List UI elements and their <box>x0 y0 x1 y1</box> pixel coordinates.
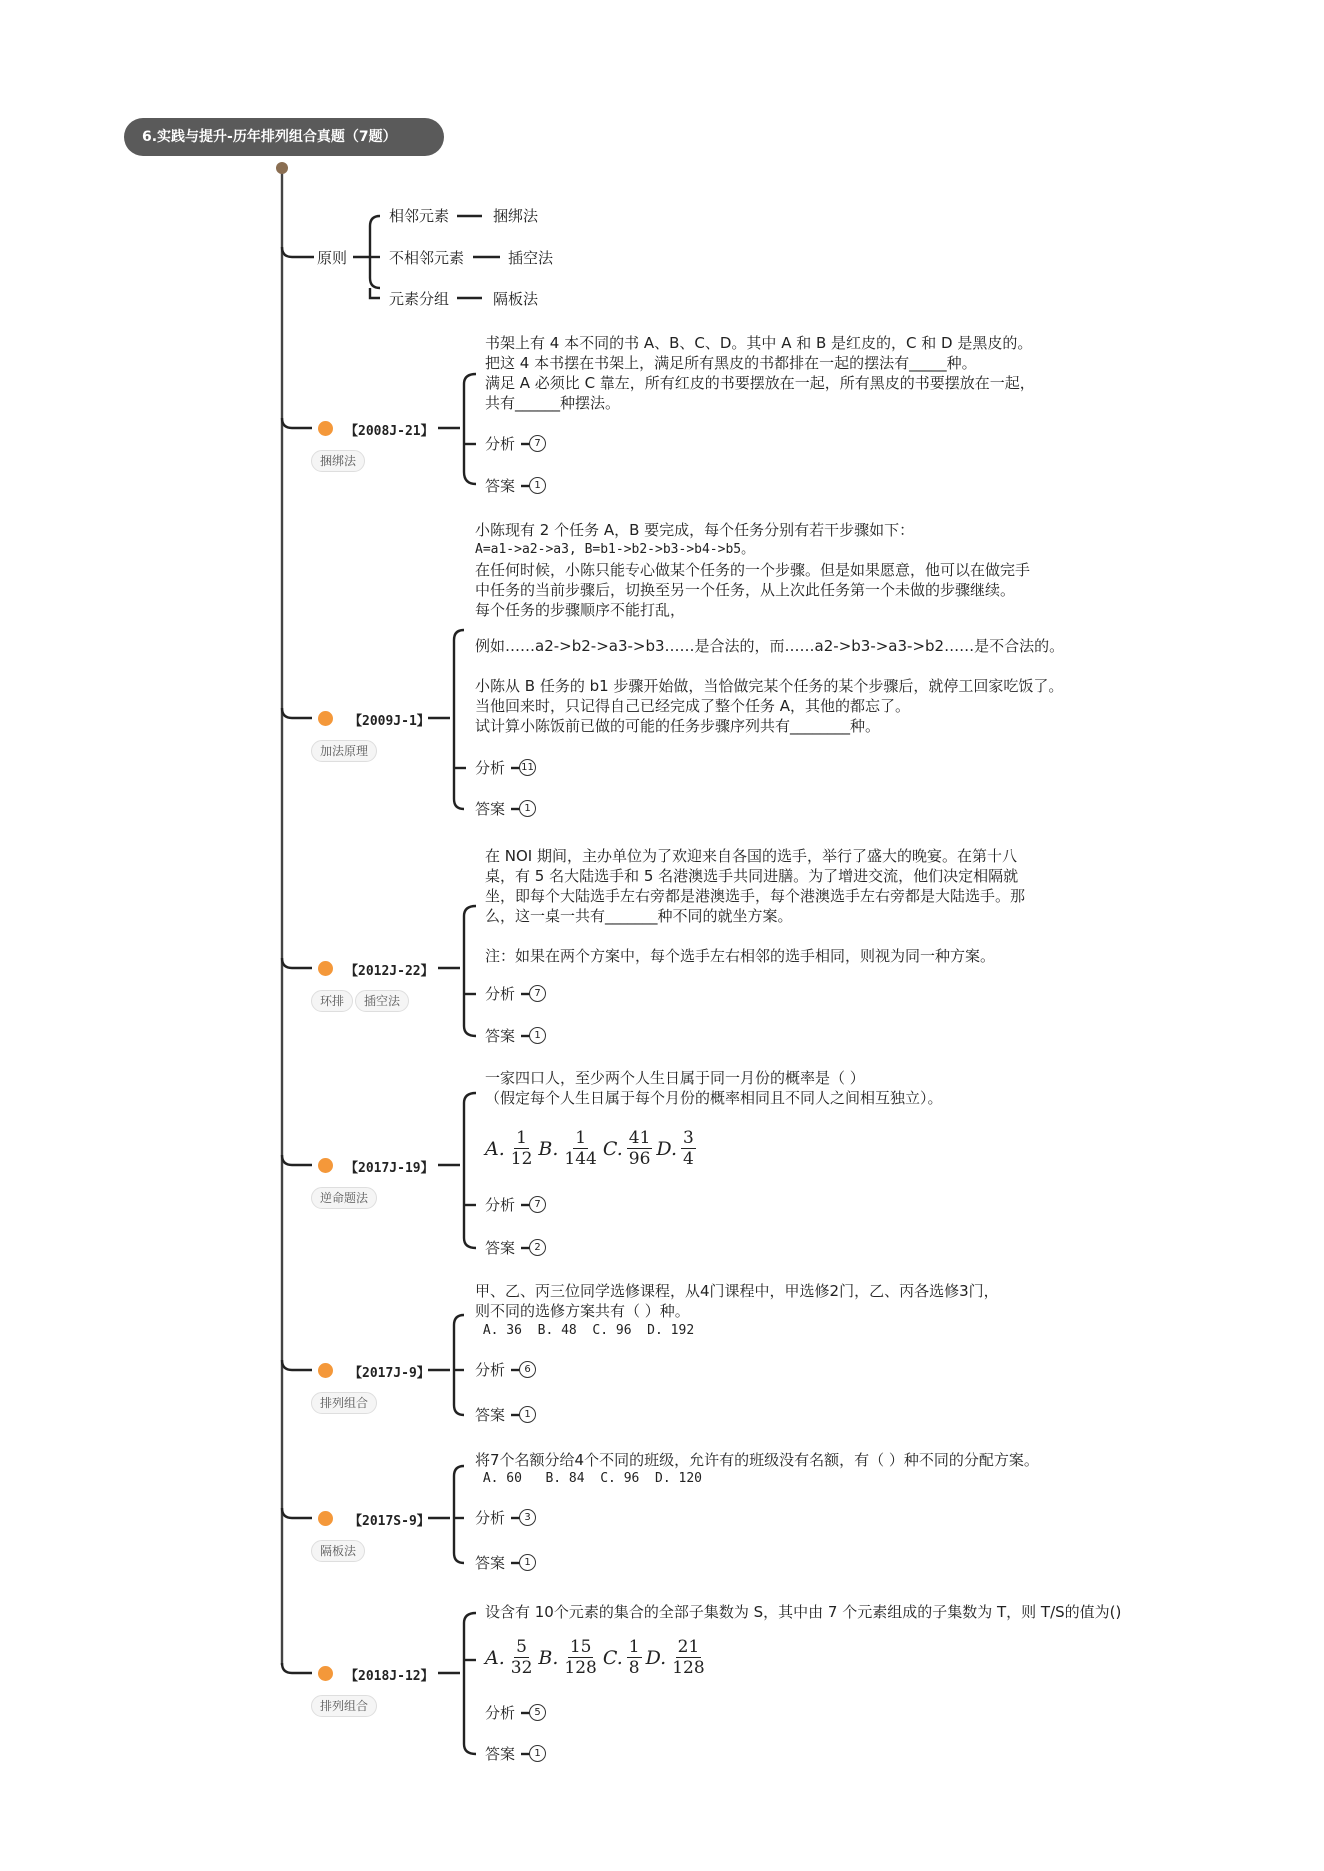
problem-marker-icon <box>318 961 333 976</box>
branch-p2 <box>282 708 312 718</box>
rule-method: 插空法 <box>508 249 554 267</box>
problem-text: 在 NOI 期间，主办单位为了欢迎来自各国的选手，举行了盛大的晚宴。在第十八 桌，有 5 名大陆选手和 5 名港澳选手共同进膳。为了增进交流，他们决定相隔就 坐，即每个大陆选手左右旁都是港澳选手，每个港澳选手左右旁都是大陆选手。那 么，这一桌一共有_______种不同的就坐方案。 注：如果在两个方案中，每个选手左右相邻的选手相同，则视为同一种方案。 <box>485 847 1026 965</box>
answer-options <box>485 1637 711 1678</box>
problem-id[interactable]: 【2012J-22】 <box>345 964 434 979</box>
problem-id[interactable]: 【2009J-1】 <box>349 714 430 729</box>
answer-count-badge[interactable]: 2 <box>529 1239 546 1256</box>
analysis-count-badge[interactable]: 7 <box>529 985 546 1002</box>
problem-text: 将7个名额分给4个不同的班级，允许有的班级没有名额，有（ ）种不同的分配方案。 <box>475 1451 1039 1469</box>
option-fraction: $\frac{3}{4}$ <box>683 1128 694 1169</box>
branch-p1 <box>282 418 312 428</box>
problem-text: 甲、乙、丙三位同学选修课程，从4门课程中，甲选修2门，乙、丙各选修3门， 则不同的选修方案共有（ ）种。 <box>475 1282 999 1320</box>
problem-id[interactable]: 【2017J-19】 <box>345 1161 434 1176</box>
problem-text: 小陈现有 2 个任务 A，B 要完成，每个任务分别有若干步骤如下： A=a1->a2->a3, B=b1->b2->b3->b4->b5。 在任何时候，小陈只能专心做某个任务的一个步骤。但是如果愿意，他可以在做完手 中任务的当前步骤后，切换至另一个任务，从上次此任务第一个未做的步骤继续。 每个任务的步骤顺序不能打乱， <box>475 521 1031 619</box>
option-letter: A. <box>485 1137 505 1160</box>
rule-method: 隔板法 <box>493 290 539 308</box>
analysis-count-badge[interactable]: 11 <box>519 759 536 776</box>
problem-tag: 逆命题法 <box>311 1187 377 1209</box>
analysis-count-badge[interactable]: 7 <box>529 435 546 452</box>
problem-id[interactable]: 【2017S-9】 <box>349 1514 430 1529</box>
problem-marker-icon <box>318 711 333 726</box>
problem-text: 设含有 10个元素的集合的全部子集数为 S，其中由 7 个元素组成的子集数为 T，则 T/S的值为() <box>485 1603 1122 1621</box>
problem-tag: 加法原理 <box>311 740 377 762</box>
problem-id[interactable]: 【2018J-12】 <box>345 1669 434 1684</box>
option-letter: D. <box>656 1137 678 1160</box>
branch-principle <box>282 247 314 257</box>
problem-tag: 插空法 <box>355 990 409 1012</box>
branch-p6 <box>282 1508 312 1518</box>
answer-label[interactable]: 答案 <box>485 1239 516 1257</box>
root-topic[interactable]: 6.实践与提升-历年排列组合真题（7题） <box>124 118 444 156</box>
answer-count-badge[interactable]: 1 <box>519 1406 536 1423</box>
answer-label[interactable]: 答案 <box>485 477 516 495</box>
problem-id[interactable]: 【2017J-9】 <box>349 1366 430 1381</box>
rule-name: 元素分组 <box>389 290 450 308</box>
problem-tag: 捆绑法 <box>311 450 365 472</box>
analysis-label[interactable]: 分析 <box>485 1704 516 1722</box>
problem-marker-icon <box>318 1666 333 1681</box>
answer-label[interactable]: 答案 <box>485 1745 516 1763</box>
rule-name: 不相邻元素 <box>389 249 465 267</box>
branch-p7 <box>282 1663 312 1673</box>
problem-marker-icon <box>318 1511 333 1526</box>
problem-marker-icon <box>318 1363 333 1378</box>
branch-p3 <box>282 958 312 968</box>
problem-id[interactable]: 【2008J-21】 <box>345 424 434 439</box>
answer-choices: A. 36 B. 48 C. 96 D. 192 <box>475 1323 695 1338</box>
problem-text: 书架上有 4 本不同的书 A、B、C、D。其中 A 和 B 是红皮的，C 和 D 是黑皮的。 把这 4 本书摆在书架上，满足所有黑皮的书都排在一起的摆法有_____种。 满足 A 必须比 C 靠左，所有红皮的书要摆放在一起，所有黑皮的书要摆放在一起， 共有______种摆法。 <box>485 334 1035 412</box>
analysis-label[interactable]: 分析 <box>485 1196 516 1214</box>
analysis-label[interactable]: 分析 <box>475 1509 506 1527</box>
rule-method: 捆绑法 <box>493 207 539 225</box>
answer-label[interactable]: 答案 <box>485 1027 516 1045</box>
analysis-count-badge[interactable]: 5 <box>529 1704 546 1721</box>
branch-p5 <box>282 1360 312 1370</box>
option-fraction: $\frac{15}{128}$ <box>564 1637 597 1678</box>
option-fraction: $\frac{1}{12}$ <box>510 1128 533 1169</box>
option-letter: C. <box>602 1646 623 1669</box>
answer-count-badge[interactable]: 1 <box>529 1027 546 1044</box>
answer-label[interactable]: 答案 <box>475 1554 506 1572</box>
problem-text-2: 例如……a2->b2->a3->b3……是合法的，而……a2->b3->a3->b2……是不合法的。 小陈从 B 任务的 b1 步骤开始做，当恰做完某个任务的某个步骤后，就停工回家吃饭了。 当他回来时，只记得自己已经完成了整个任务 A，其他的都忘了。 试计算小陈饭前已做的可能的任务步骤序列共有________种。 <box>475 637 1065 735</box>
principle-label: 原则 <box>317 249 348 267</box>
analysis-label[interactable]: 分析 <box>485 435 516 453</box>
analysis-label[interactable]: 分析 <box>475 759 506 777</box>
branch-p4 <box>282 1155 312 1165</box>
option-fraction: $\frac{41}{96}$ <box>628 1128 651 1169</box>
answer-label[interactable]: 答案 <box>475 1406 506 1424</box>
answer-count-badge[interactable]: 1 <box>529 477 546 494</box>
problem-tag: 排列组合 <box>311 1695 377 1717</box>
problem-tag: 环排 <box>311 990 353 1012</box>
problem-text: 一家四口人，至少两个人生日属于同一月份的概率是（ ） （假定每个人生日属于每个月份的概率相同且不同人之间相互独立）。 <box>485 1069 943 1107</box>
option-fraction: $\frac{1}{8}$ <box>628 1637 640 1678</box>
answer-choices: A. 60 B. 84 C. 96 D. 120 <box>475 1471 702 1486</box>
problem-tag: 隔板法 <box>311 1540 365 1562</box>
analysis-count-badge[interactable]: 6 <box>519 1361 536 1378</box>
collapse-knob-icon[interactable] <box>276 162 288 174</box>
analysis-label[interactable]: 分析 <box>485 985 516 1003</box>
problem-marker-icon <box>318 421 333 436</box>
problem-tag: 排列组合 <box>311 1392 377 1414</box>
option-letter: B. <box>538 1646 559 1669</box>
answer-label[interactable]: 答案 <box>475 800 506 818</box>
analysis-label[interactable]: 分析 <box>475 1361 506 1379</box>
answer-count-badge[interactable]: 1 <box>519 1554 536 1571</box>
option-letter: B. <box>538 1137 559 1160</box>
option-fraction: $\frac{1}{144}$ <box>564 1128 597 1169</box>
rule-name: 相邻元素 <box>389 207 450 225</box>
problem-marker-icon <box>318 1158 333 1173</box>
analysis-count-badge[interactable]: 3 <box>519 1509 536 1526</box>
option-fraction: $\frac{5}{32}$ <box>510 1637 533 1678</box>
option-letter: D. <box>645 1646 667 1669</box>
option-fraction: $\frac{21}{128}$ <box>672 1637 705 1678</box>
answer-count-badge[interactable]: 1 <box>529 1745 546 1762</box>
answer-options <box>485 1128 700 1169</box>
answer-count-badge[interactable]: 1 <box>519 800 536 817</box>
option-letter: A. <box>485 1646 505 1669</box>
option-letter: C. <box>602 1137 623 1160</box>
analysis-count-badge[interactable]: 7 <box>529 1196 546 1213</box>
